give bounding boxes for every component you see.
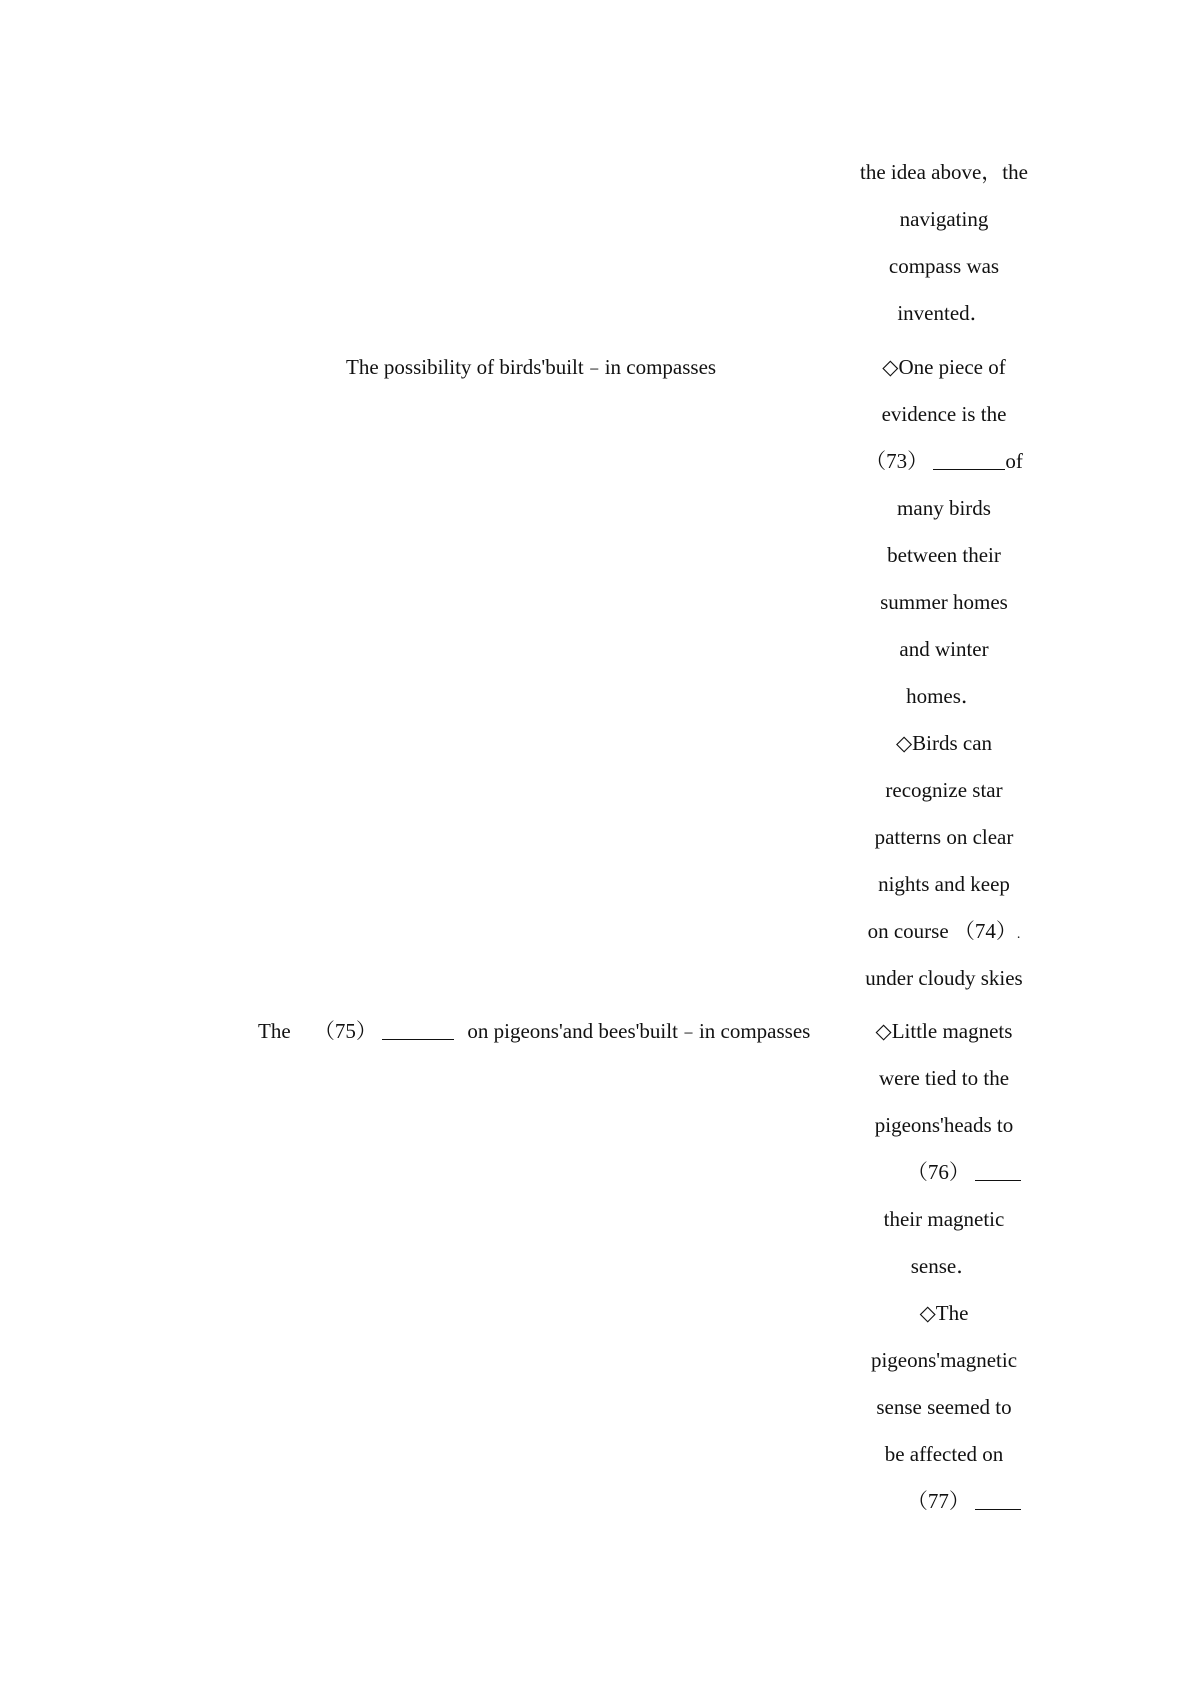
right-text-line: their magnetic [883, 1207, 1005, 1231]
right-text-line: patterns on clear [874, 825, 1014, 849]
question-73-line [834, 449, 1054, 473]
right-text-line: and winter [899, 637, 989, 661]
answer-blank-75[interactable] [382, 1021, 454, 1040]
right-text-line: navigating [899, 207, 989, 231]
diamond-bullet-icon: ◇ [895, 731, 913, 755]
right-text-line: sense seemed to [876, 1395, 1012, 1419]
row-label-birds-compasses: The possibility of birds'built﹣in compasses [346, 355, 717, 379]
diamond-bullet-icon: ◇ [875, 1019, 892, 1043]
right-text-line: pigeons'magnetic [870, 1348, 1018, 1372]
bullet-line [834, 1019, 1054, 1043]
question-76-line [834, 1160, 1054, 1184]
answer-blank-74[interactable]: . [1016, 927, 1021, 942]
bullet-line [834, 1301, 1054, 1325]
question-77-line [834, 1489, 1054, 1513]
right-text-line: were tied to the [878, 1066, 1010, 1090]
answer-blank-73[interactable] [933, 451, 1005, 470]
right-text-line: under cloudy skies [865, 966, 1023, 990]
right-text-line: summer homes [880, 590, 1008, 614]
question-number-74: （74） [953, 919, 1017, 943]
right-text-span: Birds can [912, 731, 993, 755]
question-number-75: （75） [313, 1019, 377, 1043]
diamond-bullet-icon: ◇ [882, 355, 899, 379]
question-number-76: （76） [906, 1160, 970, 1184]
right-text-span: One piece of [898, 355, 1006, 379]
right-text-line: homes． [906, 684, 982, 708]
bullet-line [834, 731, 1054, 755]
right-text-line: pigeons'heads to [874, 1113, 1014, 1137]
right-text-line: sense． [910, 1254, 978, 1278]
row-text-the: The [258, 1019, 291, 1043]
right-text-line: many birds [897, 496, 991, 520]
right-text-span: Little magnets [891, 1019, 1013, 1043]
right-text-span: on course [867, 919, 949, 943]
bullet-line [834, 355, 1054, 379]
right-text-span: of [1005, 449, 1023, 473]
question-number-77: （77） [906, 1489, 970, 1513]
question-74-line [834, 919, 1054, 947]
answer-blank-76[interactable] [975, 1162, 1021, 1181]
right-text-line: evidence is the [881, 402, 1007, 426]
answer-blank-77[interactable] [975, 1491, 1021, 1510]
right-text-line: recognize star [885, 778, 1003, 802]
right-text-span: The [935, 1301, 969, 1325]
row-text-after: on pigeons'and bees'built﹣in compasses [467, 1019, 811, 1043]
diamond-bullet-icon: ◇ [919, 1301, 936, 1325]
right-text-line: nights and keep [878, 872, 1010, 896]
right-text-line: between their [887, 543, 1001, 567]
right-text-line: the idea above，the [860, 160, 1028, 184]
row-label-experiments [258, 1019, 810, 1043]
right-text-line: invented． [897, 301, 991, 325]
right-text-line: be affected on [884, 1442, 1004, 1466]
right-text-line: compass was [888, 254, 1000, 278]
question-number-73: （73） [865, 449, 929, 473]
